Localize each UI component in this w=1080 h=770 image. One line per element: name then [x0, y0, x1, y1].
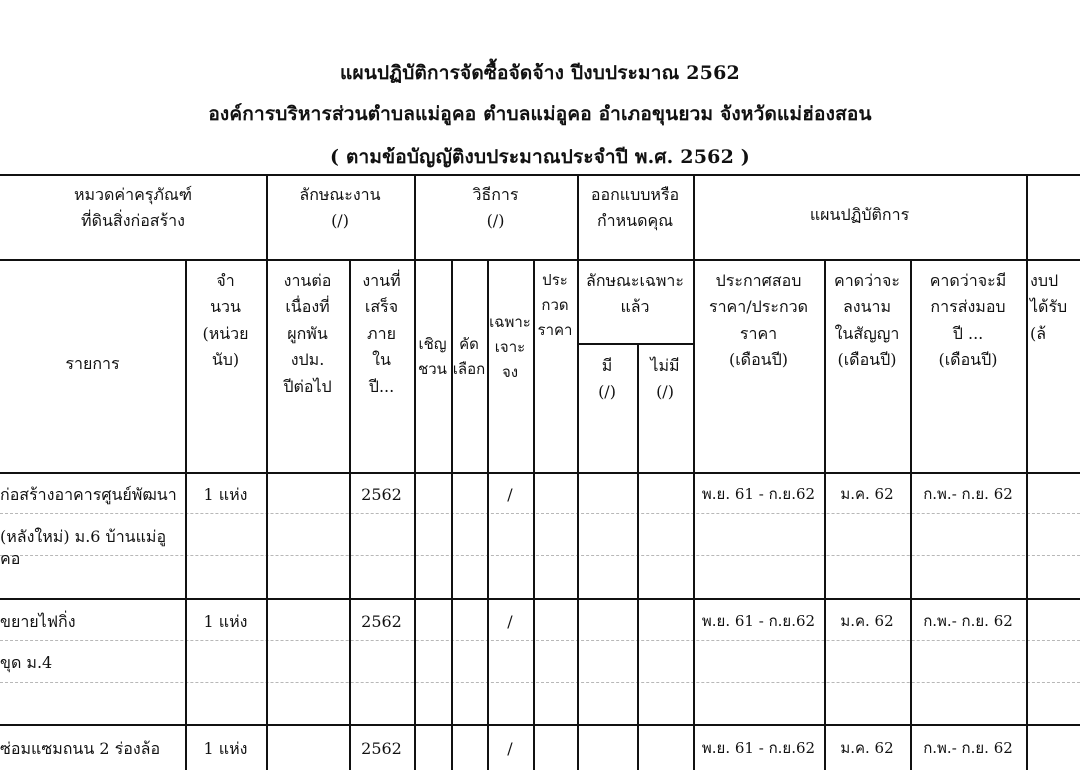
header-quantity: จำ นวน (หน่วย นับ) — [202, 271, 249, 370]
row-completed: 2562 — [361, 612, 402, 631]
document-title: แผนปฏิบัติการจัดซื้อจัดจ้าง ปีงบประมาณ 2562 — [340, 62, 740, 84]
header-divider — [0, 259, 1080, 261]
row-specific: / — [507, 485, 513, 504]
row-sign: ม.ค. 62 — [840, 485, 894, 503]
col-divider — [577, 174, 579, 770]
row-rule — [0, 640, 1080, 641]
row-divider-2 — [0, 724, 1080, 726]
row-deliver: ก.พ.- ก.ย. 62 — [923, 612, 1013, 630]
row-quantity: 1 แห่ง — [203, 739, 248, 758]
row-announce: พ.ย. 61 - ก.ย.62 — [701, 612, 816, 630]
header-spec: ลักษณะเฉพาะ แล้ว — [586, 271, 684, 317]
header-announce: ประกาศสอบ ราคา/ประกวด ราคา (เดือนปี) — [708, 271, 809, 370]
row-rule — [0, 513, 1080, 514]
row-sign: ม.ค. 62 — [840, 612, 894, 630]
table-top-border — [0, 174, 1080, 176]
row-item-line1: ซ่อมแซมถนน 2 ร่องล้อ — [0, 739, 161, 758]
header-select: คัด เลือก — [452, 335, 486, 378]
row-divider-1 — [0, 598, 1080, 600]
header-budget: งบป ได้รับ (ล้ — [1030, 271, 1068, 343]
row-deliver: ก.พ.- ก.ย. 62 — [923, 485, 1013, 503]
header-continuing: งานต่อ เนื่องที่ ผูกพัน งปม. ปีต่อไป — [283, 271, 332, 396]
header-specific: เฉพาะ เจาะ จง — [489, 313, 531, 381]
header-sign: คาดว่าจะ ลงนาม ในสัญญา (เดือนปี) — [833, 271, 900, 370]
header-design: ออกแบบหรือ กำหนดคุณ — [590, 185, 680, 231]
col-divider — [1026, 174, 1028, 770]
row-item-line2: (หลังใหม่) ม.6 บ้านแม่อูคอ — [0, 527, 167, 568]
header-plan: แผนปฏิบัติการ — [809, 205, 910, 224]
organization-title: องค์การบริหารส่วนตำบลแม่อูคอ ตำบลแม่อูคอ อำเภอขุนยวม จังหวัดแม่ฮ่องสอน — [208, 103, 872, 125]
row-sign: ม.ค. 62 — [840, 739, 894, 757]
header-completed: งานที่ เสร็จ ภาย ใน ปี... — [362, 271, 401, 396]
body-top-border — [0, 472, 1080, 474]
col-divider — [414, 174, 416, 770]
row-item-line2: ขุด ม.4 — [0, 653, 53, 672]
row-deliver: ก.พ.- ก.ย. 62 — [923, 739, 1013, 757]
row-announce: พ.ย. 61 - ก.ย.62 — [701, 739, 816, 757]
header-have: มี (/) — [598, 356, 616, 402]
regulation-subtitle: ( ตามข้อบัญญัติงบประมาณประจำปี พ.ศ. 2562 ) — [329, 146, 750, 168]
col-divider — [693, 174, 695, 770]
header-deliver: คาดว่าจะมี การส่งมอบ ปี ... (เดือนปี) — [929, 271, 1007, 370]
row-completed: 2562 — [361, 739, 402, 758]
row-announce: พ.ย. 61 - ก.ย.62 — [701, 485, 816, 503]
header-item: รายการ — [65, 354, 120, 373]
header-nature: ลักษณะงาน (/) — [299, 185, 381, 231]
row-specific: / — [507, 739, 513, 758]
header-method: วิธีการ (/) — [472, 185, 519, 231]
col-divider — [266, 174, 268, 770]
row-quantity: 1 แห่ง — [203, 485, 248, 504]
row-specific: / — [507, 612, 513, 631]
header-invite: เชิญ ชวน — [418, 335, 447, 378]
row-quantity: 1 แห่ง — [203, 612, 248, 631]
row-completed: 2562 — [361, 485, 402, 504]
header-not-have: ไม่มี (/) — [650, 356, 680, 402]
spec-subheader-divider — [577, 343, 694, 345]
header-bid: ประ กวด ราคา — [537, 271, 573, 339]
header-category: หมวดค่าครุภัณฑ์ ที่ดินสิ่งก่อสร้าง — [73, 185, 193, 231]
row-rule — [0, 682, 1080, 683]
row-item-line1: ก่อสร้างอาคารศูนย์พัฒนา — [0, 485, 177, 504]
row-item-line1: ขยายไฟกิ่ง — [0, 612, 76, 631]
col-divider — [637, 343, 639, 770]
